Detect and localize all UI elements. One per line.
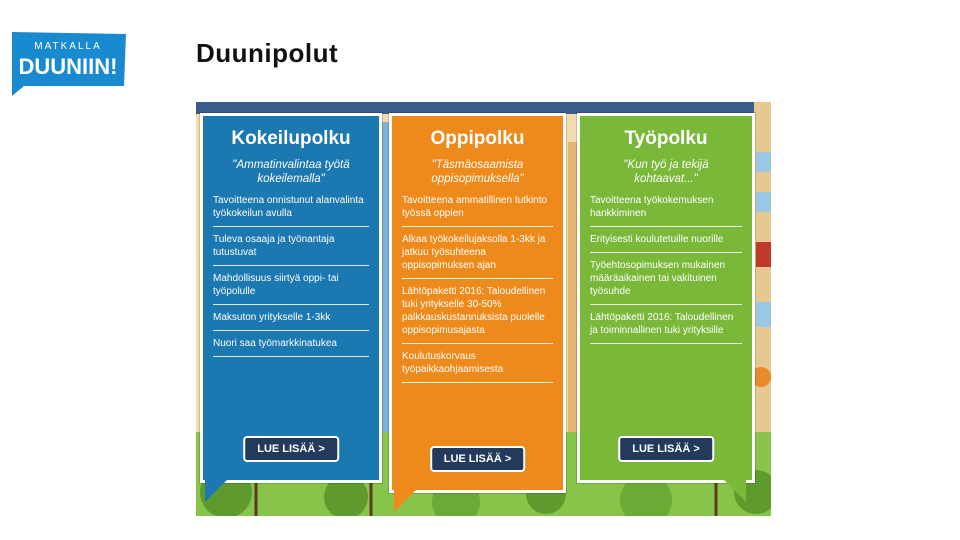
list-item: Tavoitteena onnistunut alanvalinta työkokeilun avulla xyxy=(213,194,369,227)
list-item: Tavoitteena ammatillinen tutkinto työssä oppien xyxy=(402,194,553,227)
list-item: Työehtosopimuksen mukainen määräaikainen tai vakituinen työsuhde xyxy=(590,253,742,305)
card-tyopolku xyxy=(577,113,755,483)
list-item: Koulutuskorvaus työpaikkaohjaamisesta xyxy=(402,344,553,383)
card-title: Työpolku xyxy=(624,128,708,149)
read-more-button-kokeilupolku[interactable]: LUE LISÄÄ > xyxy=(243,436,339,462)
card-quote: "Täsmäosaamista oppisopimuksella" xyxy=(431,159,524,185)
list-item: Lähtöpaketti 2016: Taloudellinen ja toiminnallinen tuki yrityksille xyxy=(590,305,742,344)
card-quote: "Ammatinvalintaa työtä kokeilemalla" xyxy=(232,159,350,185)
list-item: Tavoitteena työkokemuksen hankkiminen xyxy=(590,194,742,227)
logo-line2: DUUNIIN! xyxy=(18,54,118,79)
list-item: Lähtöpaketti 2016: Taloudellinen tuki yritykselle 30-50% palkkauskustannuksista puolelle oppisopimusajasta xyxy=(402,279,553,344)
list-item: Mahdollisuus siirtyä oppi- tai työpolulle xyxy=(213,266,369,305)
duunipolut-illustration xyxy=(196,102,771,516)
page-title: Duunipolut xyxy=(196,38,339,68)
speech-bubble-tail xyxy=(394,488,418,512)
card-list xyxy=(590,194,742,344)
card-kokeilupolku xyxy=(200,113,382,483)
card-list xyxy=(213,194,369,357)
list-item: Tuleva osaaja ja työnantaja tutustuvat xyxy=(213,227,369,266)
card-oppipolku xyxy=(389,113,566,493)
speech-bubble-tail xyxy=(205,478,229,502)
card-title: Kokeilupolku xyxy=(231,128,351,149)
card-title: Oppipolku xyxy=(430,128,525,149)
list-item: Erityisesti koulutetuille nuorille xyxy=(590,227,742,253)
logo-badge-icon xyxy=(10,30,128,96)
card-quote: "Kun työ ja tekijä kohtaavat..." xyxy=(623,159,709,185)
matkalla-duuniin-logo xyxy=(10,30,128,96)
read-more-button-tyopolku[interactable]: LUE LISÄÄ > xyxy=(618,436,714,462)
logo-line1: MATKALLA xyxy=(34,41,102,52)
list-item: Alkaa työkokeilujaksolla 1-3kk ja jatkuu työsuhteena oppisopimuksen ajan xyxy=(402,227,553,279)
list-item: Nuori saa työmarkkinatukea xyxy=(213,331,369,357)
speech-bubble-tail xyxy=(722,478,746,502)
read-more-button-oppipolku[interactable]: LUE LISÄÄ > xyxy=(430,446,526,472)
list-item: Maksuton yritykselle 1-3kk xyxy=(213,305,369,331)
card-list xyxy=(402,194,553,383)
